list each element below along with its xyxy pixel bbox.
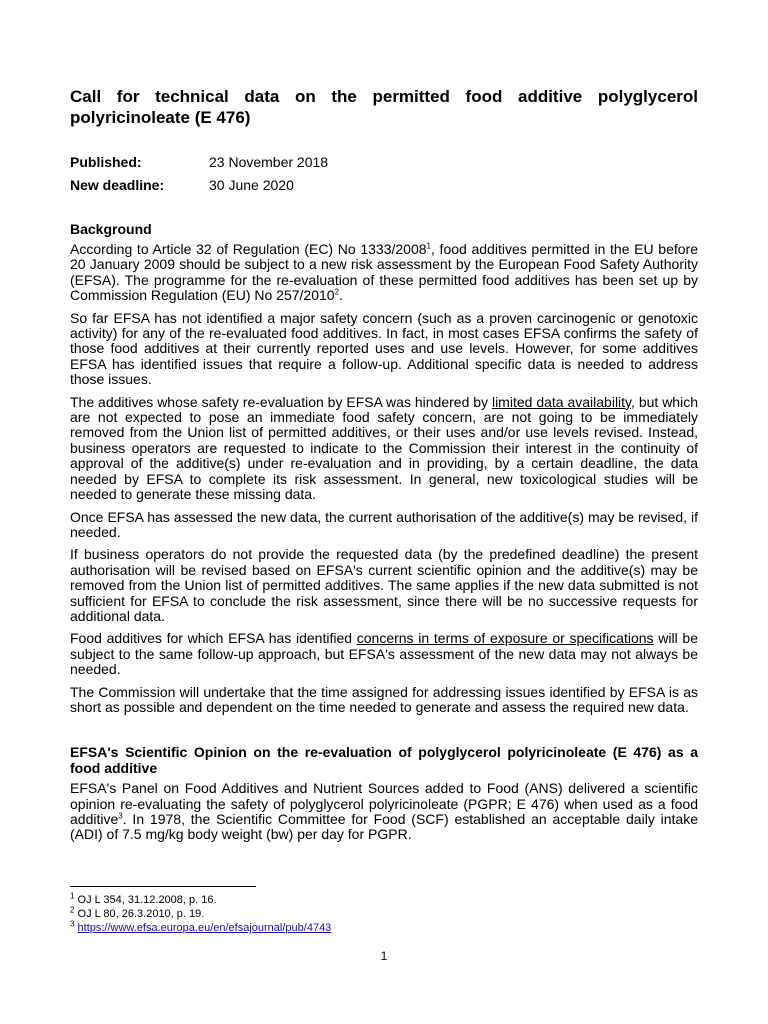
- background-paragraph-1: According to Article 32 of Regulation (EC) No 1333/2008$^1$, food additives permitted in the EU before 20 January 2009 should be subject to a new risk assessment by the European Food Safety Authority (EFSA). The programme for the re-evaluation of these permitted food additives has been set up by Commission Regulation (EU) No 257/2010$^2$.: [70, 241, 698, 304]
- opinion-paragraph-1: EFSA's Panel on Food Additives and Nutrient Sources added to Food (ANS) delivered a scientific opinion re-evaluating the safety of polyglycerol polyricinoleate (PGPR; E 476) when used as a food additive$^3$. In 1978, the Scientific Committee for Food (SCF) established an acceptable daily intake (ADI) of 7.5 mg/kg body weight (bw) per day for PGPR.: [70, 780, 698, 843]
- deadline-value: 30 June 2020: [209, 177, 294, 193]
- background-paragraph-4: Once EFSA has assessed the new data, the current authorisation of the additive(s) may be revised, if needed.: [70, 508, 698, 540]
- background-paragraph-7: The Commission will undertake that the time assigned for addressing issues identified by EFSA is as short as possible and dependent on the time needed to generate and assess the required new data.: [70, 683, 698, 715]
- background-paragraph-2: So far EFSA has not identified a major safety concern (such as a proven carcinogenic or genotoxic activity) for any of the re-evaluated food additives. In fact, in most cases EFSA confirms the safety of those food additives at their currently reported uses and use levels. However, for some additives EFSA has identified issues that require a follow-up. Additional specific data is needed to address those issues.: [70, 309, 698, 388]
- deadline-label: New deadline:: [70, 177, 165, 193]
- page-number: 1: [380, 949, 388, 963]
- document-body: [70, 86, 698, 850]
- background-paragraph-3: The additives whose safety re-evaluation by EFSA was hindered by limited data availability, but which are not expected to pose an immediate food safety concern, are not going to be immediately removed from the Union list of permitted additives, or their uses and/or use levels revised. Instead, business operators are requested to indicate to the Commission their interest in the continuity of approval of the additive(s) under re-evaluation and in providing, by a certain deadline, the data needed by EFSA to complete its risk assessment. In general, new toxicological studies will be needed to generate these missing data.: [70, 393, 698, 503]
- footnote-3: $^3$ https://www.efsa.europa.eu/en/efsajournal/pub/4743: [70, 919, 332, 934]
- opinion-heading: EFSA's Scientific Opinion on the re-evaluation of polyglycerol polyricinoleate (E 476) as a food additive: [70, 744, 698, 776]
- background-heading: Background: [70, 221, 152, 237]
- efsa-journal-link[interactable]: https://www.efsa.europa.eu/en/efsajournal/pub/4743: [77, 922, 332, 934]
- footnote-ref-2[interactable]: 2: [334, 287, 340, 297]
- published-row: [70, 155, 698, 170]
- published-label: Published:: [70, 154, 142, 170]
- published-value: 23 November 2018: [209, 154, 329, 170]
- deadline-row: [70, 178, 698, 193]
- background-paragraph-6: Food additives for which EFSA has identified concerns in terms of exposure or specifications will be subject to the same follow-up approach, but EFSA's assessment of the new data may not always be needed.: [70, 630, 698, 678]
- footnote-ref-1[interactable]: 1: [426, 241, 431, 251]
- footnote-ref-3[interactable]: 3: [118, 811, 123, 821]
- footnote-divider: [70, 886, 256, 887]
- background-paragraph-5: If business operators do not provide the requested data (by the predefined deadline) the present authorisation will be revised based on EFSA's current scientific opinion and the additive(s) may be removed from the Union list of permitted additives. The same applies if the new data submitted is not sufficient for EFSA to conclude the risk assessment, since there will be no successive requests for additional data.: [70, 546, 698, 624]
- limited-data-availability-text: limited data availability: [491, 393, 632, 410]
- exposure-concerns-text: concerns in terms of exposure or specifications: [356, 630, 654, 647]
- footnote-1: $^1$ OJ L 354, 31.12.2008, p. 16.: [70, 891, 217, 906]
- footnote-2: $^2$ OJ L 80, 26.3.2010, p. 19.: [70, 905, 205, 920]
- footnotes: [70, 886, 698, 935]
- document-title: Call for technical data on the permitted food additive polyglycerol polyricinoleate (E 476): [70, 87, 698, 127]
